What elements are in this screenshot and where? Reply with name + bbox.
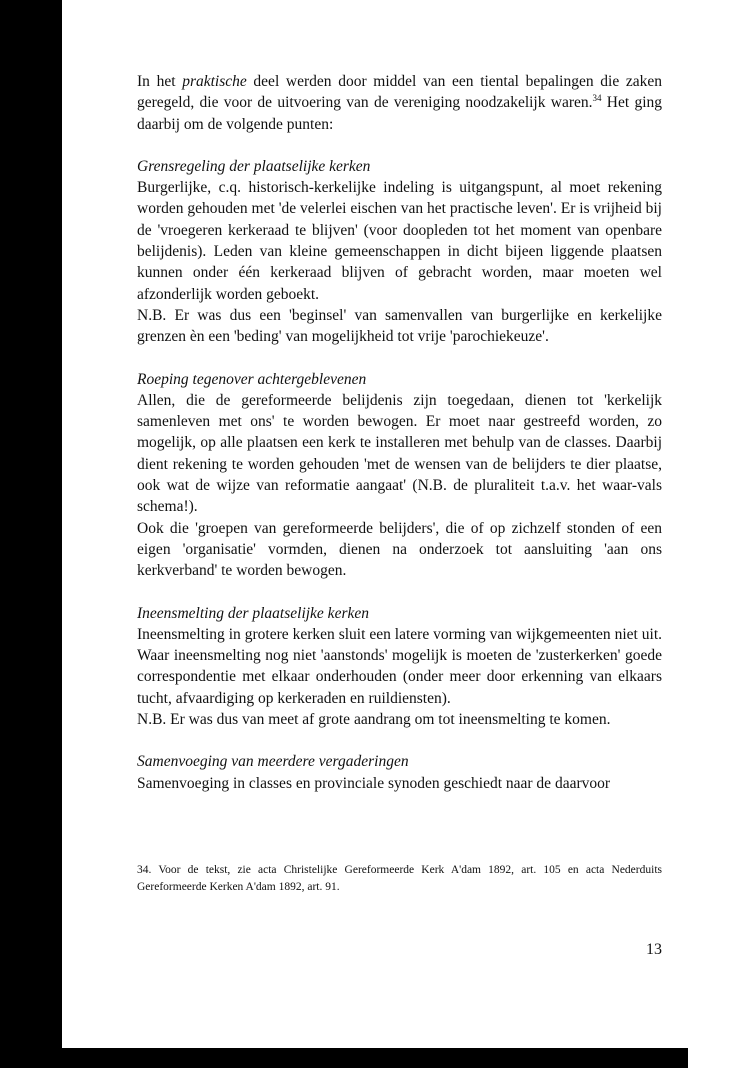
section-heading: Roeping tegenover achtergeblevenen — [137, 370, 367, 388]
intro-text-middle: deel werden door middel van een tiental bepalingen die zaken geregeld, die voor de uitvoering van de vereniging noodzakelijk waren. — [137, 73, 662, 112]
intro-text-end: Het ging daarbij om de volgende punten: — [137, 94, 663, 133]
footnote-reference: 34 — [592, 93, 602, 104]
scan-bottom-edge-bar — [0, 1048, 688, 1068]
section-note: N.B. Er was dus een 'beginsel' van samenvallen van burgerlijke en kerkelijke grenzen èn een 'beding' van mogelijkheid tot vrije 'parochiekeuze'. — [137, 306, 662, 346]
section-paragraph: Burgerlijke, c.q. historisch-kerkelijke indeling is uitgangspunt, al moet rekening worden gehouden met 'de velerlei eischen van het practische leven'. Er is vrijheid bij de 'vroegeren kerkeraad te blijven' (voor doopleden tot het moment van openbare belijdenis). Leden van kleine gemeenschappen in dicht bijeen liggende plaatsen kunnen onder één kerkeraad blijven of gebracht worden, maar moeten wel afzonderlijk worden geboekt. — [137, 179, 662, 303]
section-paragraph: Allen, die de gereformeerde belijdenis zijn toegedaan, dienen tot 'kerkelijk samenleven met ons' te worden bewogen. Er moet naar gestreefd worden, zo mogelijk, op alle plaatsen een kerk te installeren met behulp van de classes. Daarbij dient rekening te worden gehouden 'met de wensen van de belijders te dier plaatse, ook wat de wijze van reformatie aangaat' (N.B. de pluraliteit t.a.v. het waar-vals schema!). — [137, 391, 662, 516]
section-ineensmelting — [137, 603, 662, 731]
intro-text-start: In het — [137, 73, 183, 90]
section-paragraph: Ineensmelting in grotere kerken sluit een latere vorming van wijkgemeenten niet uit. Waar ineensmelting nog niet 'aanstonds' mogelijk is moeten de 'zusterkerken' goede correspondentie met elkaar onderhouden (onder meer door erkenning van elkaars tucht, afvaardiging op kerkeraden en ruildiensten). — [137, 625, 662, 707]
section-samenvoeging — [137, 751, 662, 794]
section-grensregeling — [137, 156, 662, 348]
section-paragraph: Ook die 'groepen van gereformeerde belijders', die of op zichzelf stonden of een eigen 'organisatie' vormden, dienen na onderzoek tot aansluiting 'aan ons kerkverband' te worden bewogen. — [137, 519, 662, 580]
section-roeping — [137, 369, 662, 582]
section-heading: Samenvoeging van meerdere vergaderingen — [137, 753, 409, 771]
section-note: N.B. Er was dus van meet af grote aandrang om tot ineensmelting te komen. — [137, 711, 611, 729]
page-body — [137, 71, 662, 815]
intro-emphasis: praktische — [182, 73, 247, 90]
section-heading: Ineensmelting der plaatselijke kerken — [137, 604, 369, 622]
section-paragraph: Samenvoeging in classes en provinciale synoden geschiedt naar de daarvoor — [137, 774, 611, 792]
scan-left-edge-bar — [0, 0, 62, 1068]
section-heading: Grensregeling der plaatselijke kerken — [137, 157, 371, 175]
page-number: 13 — [646, 941, 662, 958]
intro-paragraph — [137, 71, 662, 135]
footnote: 34. Voor de tekst, zie acta Christelijke Gereformeerde Kerk A'dam 1892, art. 105 en acta Nederduits Gereformeerde Kerken A'dam 1892, art. 91. — [137, 864, 662, 893]
